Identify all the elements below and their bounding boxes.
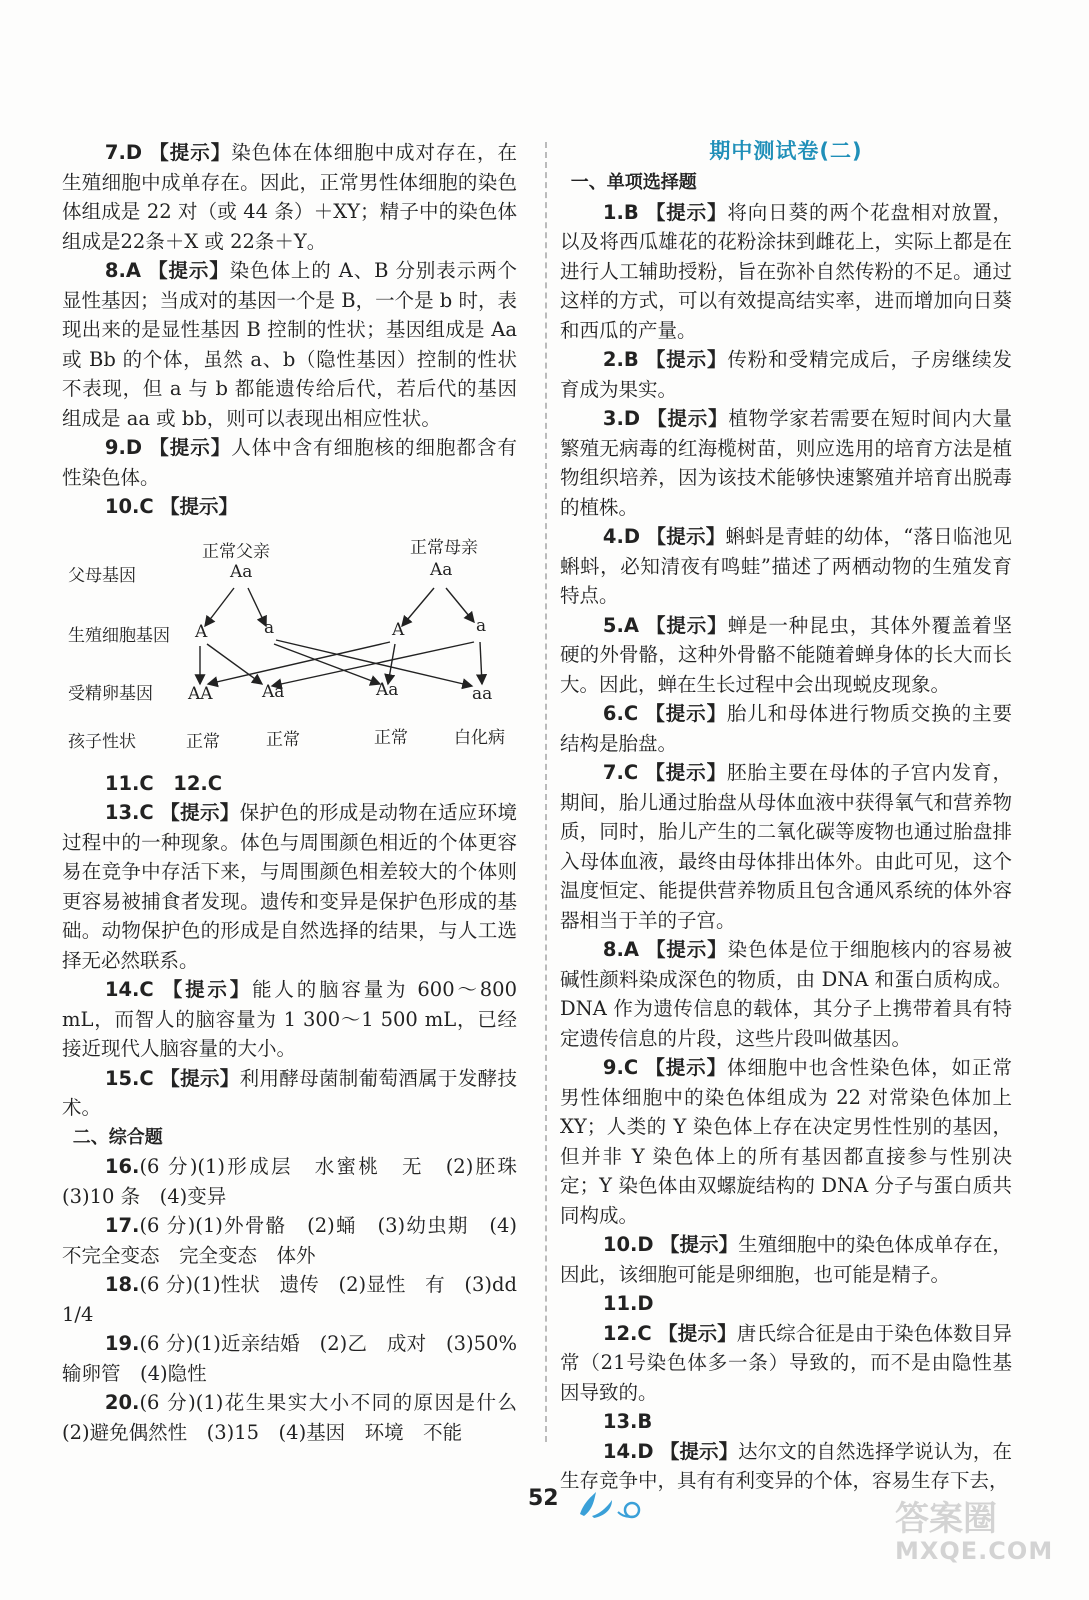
gamete-father-A: A [195, 621, 208, 642]
answer-14: 14.C 【提示】能人的脑容量为 600～800 mL，而智人的脑容量为 1 300～1 500 mL，已经接近现代人脑容量的大小。 [62, 978, 517, 1060]
answer-8: 8.A 【提示】染色体上的 A、B 分别表示两个显性基因；当成对的基因一个是 B，一个是 b 时，表现出来的是显性基因 B 控制的性状；基因组成是 Aa 或 Bb 的个体，虽然 a、b（隐性基因）控制的性状不表现，但 a 与 b 都能遗传给后代，若后代的基因组成是 aa 或 bb，则可以表现出相应性状。 [62, 259, 517, 430]
answer-7: 7.D 【提示】染色体在体细胞中成对存在，在生殖细胞中成单存在。因此，正常男性体细胞的染色体组成是 22 对（或 44 条）＋XY；精子中的染色体组成是22条＋X 或 22条＋Y。 [62, 141, 517, 253]
inheritance-diagram [62, 524, 517, 769]
right-column [560, 138, 1012, 1496]
answer-r4: 4.D 【提示】蝌蚪是青蛙的幼体，“落日临池见蝌蚪，必知清夜有鸣蛙”描述了两栖动物的生殖发育特点。 [560, 525, 1012, 607]
gamete-mother-A: A [392, 619, 405, 640]
answer-17: 17.(6 分)(1)外骨骼 (2)蛹 (3)幼虫期 (4)不完全变态 完全变态 体外 [62, 1214, 517, 1267]
gamete-mother-a: a [476, 615, 487, 636]
arrow-mA-Aa [388, 644, 395, 684]
answer-15: 15.C 【提示】利用酵母菌制葡萄酒属于发酵技术。 [62, 1066, 517, 1119]
father-gene: Aa [230, 561, 253, 582]
answer-10: 10.C 【提示】 [104, 495, 238, 518]
row-label-gametes: 生殖细胞基因 [68, 625, 170, 646]
arrow-father-A [205, 588, 234, 626]
trait-3: 正常 [374, 727, 408, 748]
answer-16: 16.(6 分)(1)形成层 水蜜桃 无 (2)胚珠 (3)10 条 (4)变异 [62, 1155, 537, 1208]
watermark-text: 答案圈 [895, 1499, 997, 1539]
answer-13: 13.C 【提示】保护色的形成是动物在适应环境过程中的一种现象。体色与周围颜色相近的个体更容易在竞争中存活下来，与周围颜色相差较大的个体则更容易被捕食者发现。遗传和变异是保护色形成的基础。动物保护色的形成是自然选择的结果，与人工选择无必然联系。 [62, 801, 517, 972]
mother-label: 正常母亲 [410, 537, 478, 558]
answer-r1: 1.B 【提示】将向日葵的两个花盘相对放置，以及将西瓜雄花的花粉涂抹到雌花上，实际上都是在进行人工辅助授粉，旨在弥补自然传粉的不足。通过这样的方式，可以有效提高结实率，进而增加向日葵和西瓜的产量。 [560, 200, 1012, 342]
father-label: 正常父亲 [202, 541, 270, 562]
row-label-traits: 孩子性状 [68, 731, 136, 752]
trait-1: 正常 [186, 731, 220, 752]
trait-4: 白化病 [454, 727, 505, 748]
column-divider [545, 142, 547, 1442]
page-number: 52 [528, 1486, 559, 1511]
answer-r3: 3.D 【提示】植物学家若需要在短时间内大量繁殖无病毒的红海榄树苗，则应选用的培育方法是植物组织培养，因为该技术能够快速繁殖并培育出脱毒的植株。 [560, 407, 1012, 519]
answer-r8: 8.A 【提示】染色体是位于细胞核内的容易被碱性颜料染成深色的物质，由 DNA 和蛋白质构成。DNA 作为遗传信息的载体，其分子上携带着具有特定遗传信息的片段，这些片段叫做基因。 [560, 938, 1012, 1050]
zygote-Aa-2: Aa [376, 679, 399, 700]
section-heading-2: 二、综合题 [72, 1126, 163, 1148]
answer-18: 18.(6 分)(1)性状 遗传 (2)显性 有 (3)dd 1/4 [62, 1273, 537, 1326]
answer-r2: 2.B 【提示】传粉和受精完成后，子房继续发育成为果实。 [560, 348, 1012, 401]
arrow-a-Aa [274, 644, 380, 684]
answer-r9: 9.C 【提示】体细胞中也含性染色体，如正常男性体细胞中的染色体组成为 22 对常染色体加上 XY；人类的 Y 染色体上存在决定男性性别的基因，但并非 Y 染色体上的所有基因都直接参与性别决定；Y 染色体由双螺旋结构的 DNA 分子与蛋白质共同构成。 [560, 1056, 1012, 1227]
answer-20: 20.(6 分)(1)花生果实大小不同的原因是什么 (2)避免偶然性 (3)15 (4)基因 环境 不能 [62, 1391, 537, 1444]
watermark [895, 1500, 1053, 1564]
arrow-mother-A [402, 588, 434, 626]
answer-r6: 6.C 【提示】胎儿和母体进行物质交换的主要结构是胎盘。 [560, 702, 1012, 755]
row-label-zygotes: 受精卵基因 [68, 683, 153, 704]
answer-r11: 11.D [602, 1292, 654, 1315]
gamete-father-a: a [264, 617, 275, 638]
wave-flourish-icon [574, 1488, 658, 1526]
section-heading-1: 一、单项选择题 [570, 172, 697, 193]
answer-19: 19.(6 分)(1)近亲结婚 (2)乙 成对 (3)50% 输卵管 (4)隐性 [62, 1332, 537, 1385]
zygote-Aa-1: Aa [262, 681, 285, 702]
answer-9: 9.D 【提示】人体中含有细胞核的细胞都含有性染色体。 [62, 436, 517, 489]
left-column [62, 138, 537, 1447]
watermark-url: MXQE.COM [895, 1537, 1054, 1565]
row-label-parents: 父母基因 [68, 565, 136, 586]
zygote-AA: AA [188, 683, 213, 704]
arrow-ma-aa [480, 642, 482, 684]
exam-title: 期中测试卷(二) [709, 139, 863, 163]
answer-r10: 10.D 【提示】生殖细胞中的染色体成单存在，因此，该细胞可能是卵细胞，也可能是精子。 [560, 1233, 1012, 1286]
answer-r7: 7.C 【提示】胚胎主要在母体的子宫内发育，期间，胎儿通过胎盘从母体血液中获得氧气和营养物质，同时，胎儿产生的二氧化碳等废物也通过胎盘排入母体血液，最终由母体排出体外。由此可见，这个温度恒定、能提供营养物质且包含通风系统的体外容器相当于羊的子宫。 [560, 761, 1012, 932]
answer-11-12: 11.C 12.C [104, 771, 223, 795]
mother-gene: Aa [430, 559, 453, 580]
answer-r13: 13.B [602, 1410, 653, 1433]
trait-2: 正常 [266, 729, 300, 750]
zygote-aa: aa [472, 683, 493, 704]
answer-r14: 14.D 【提示】达尔文的自然选择学说认为，在生存竞争中，具有有利变异的个体，容易生存下去， [560, 1439, 1012, 1492]
answer-r5: 5.A 【提示】蝉是一种昆虫，其体外覆盖着坚硬的外骨骼，这种外骨骼不能随着蝉身体的长大而长大。因此，蝉在生长过程中会出现蜕皮现象。 [560, 613, 1012, 696]
answer-r12: 12.C 【提示】唐氏综合征是由于染色体数目异常（21号染色体多一条）导致的，而不是由隐性基因导致的。 [560, 1321, 1012, 1404]
arrow-mother-a [446, 588, 474, 622]
